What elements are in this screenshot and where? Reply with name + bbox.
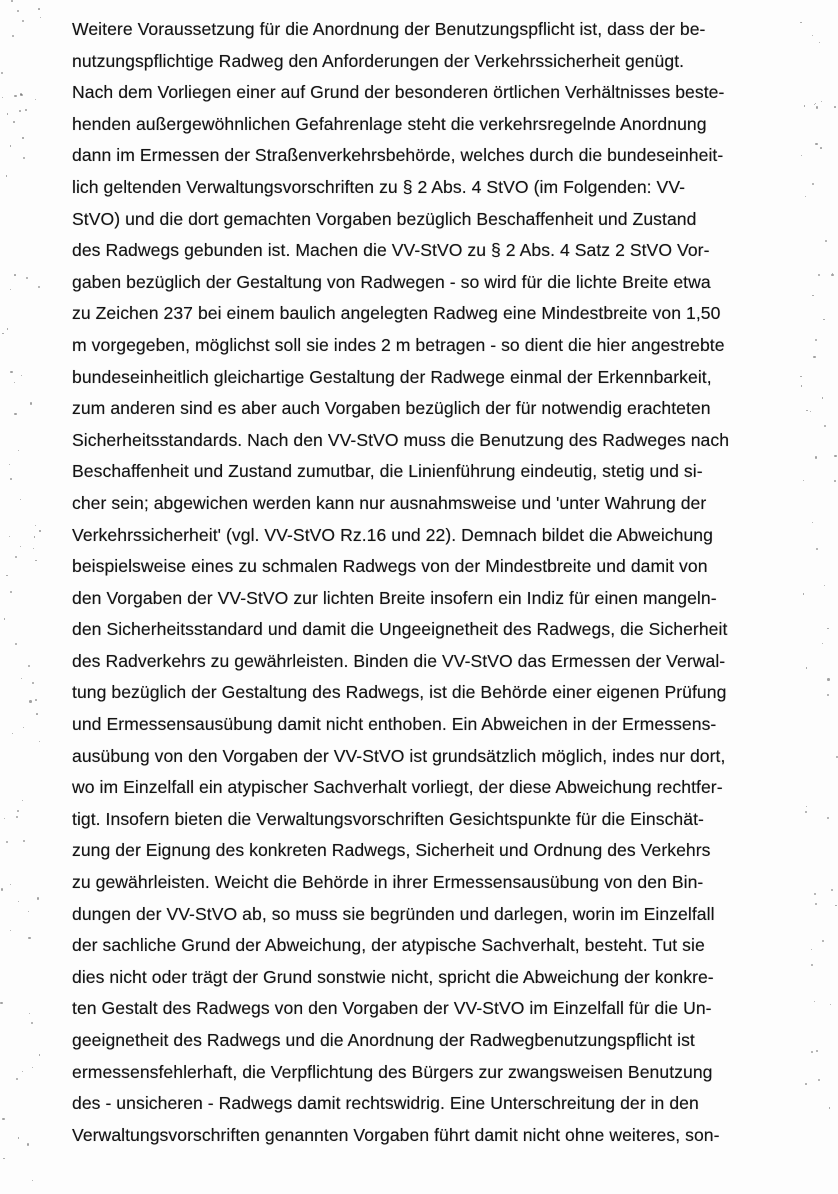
text-line: Sicherheitsstandards. Nach den VV-StVO muss die Benutzung des Radweges nach (72, 429, 730, 450)
text-line: Verkehrssicherheit' (vgl. VV-StVO Rz.16 und 22). Demnach bildet die Abweichung (72, 524, 713, 545)
scan-speck (1, 888, 3, 890)
text-line: dungen der VV-StVO ab, so muss sie begründen und darlegen, worin im Einzelfall (72, 903, 715, 924)
scan-speck (27, 1143, 29, 1145)
scan-speck (812, 183, 814, 185)
scan-speck (32, 682, 34, 684)
text-line: dann im Ermessen der Straßenverkehrsbehörde, welches durch die bundeseinheit- (72, 145, 724, 166)
text-line: den Sicherheitsstandard und damit die Ungeeignetheit des Radwegs, die Sicherheit (72, 619, 728, 640)
scan-speck (815, 456, 817, 458)
left-scan-noise (0, 0, 40, 1194)
text-line: zu gewährleisten. Weicht die Behörde in ihrer Ermessensausübung von den Bin- (72, 872, 704, 893)
text-line: henden außergewöhnlichen Gefahrenlage steht die verkehrsregelnde Anordnung (72, 113, 707, 134)
text-line: lich geltenden Verwaltungsvorschriften zu § 2 Abs. 4 StVO (im Folgenden: VV- (72, 176, 686, 197)
body-text (72, 14, 812, 1151)
scan-speck (803, 593, 804, 594)
scan-speck (818, 1079, 820, 1081)
scan-speck (38, 286, 40, 288)
scan-speck (824, 585, 825, 586)
scan-speck (14, 274, 16, 276)
scan-speck (35, 699, 37, 701)
scan-speck (815, 339, 817, 341)
scan-speck (805, 196, 806, 197)
scan-speck (10, 371, 13, 374)
scan-speck (30, 402, 33, 405)
text-line: cher sein; abgewichen werden kann nur ausnahmsweise und 'unter Wahrung der (72, 492, 707, 513)
scan-speck (825, 240, 827, 242)
text-line: bundeseinheitlich gleichartige Gestaltung der Radwege einmal der Erkennbarkeit, (72, 366, 712, 387)
text-line: des Radwegs gebunden ist. Machen die VV-StVO zu § 2 Abs. 4 Satz 2 StVO Vor- (72, 240, 710, 261)
text-line: Verwaltungsvorschriften genannten Vorgaben führt damit nicht ohne weiteres, son- (72, 1124, 720, 1145)
text-line: des - unsicheren - Radwegs damit rechtswidrig. Eine Unterschreitung der in den (72, 1093, 699, 1114)
scan-speck (815, 903, 817, 905)
text-line: tigt. Insofern bieten die Verwaltungsvorschriften Gesichtspunkte für die Einschät- (72, 808, 704, 829)
scan-speck (11, 0, 13, 2)
scan-speck (16, 1078, 18, 1080)
text-line: gaben bezüglich der Gestaltung von Radwegen - so wird für die lichte Breite etwa (72, 271, 711, 292)
scan-speck (32, 1067, 33, 1068)
text-line: m vorgegeben, möglichst soll sie indes 2 m betragen - so dient die hier angestrebte (72, 334, 725, 355)
scan-speck (827, 678, 830, 681)
scan-speck (21, 375, 22, 376)
scan-speck (806, 806, 807, 807)
scan-speck (20, 546, 21, 547)
text-line: ten Gestalt des Radwegs von den Vorgaben der VV-StVO im Einzelfall für die Un- (72, 998, 712, 1019)
scan-speck (835, 905, 836, 906)
text-line: ermessensfehlerhaft, die Verpflichtung des Bürgers zur zwangsweisen Benutzung (72, 1061, 713, 1082)
text-line: Weitere Voraussetzung für die Anordnung der Benutzungspflicht ist, dass der be- (72, 19, 706, 39)
text-line: zu Zeichen 237 bei einem baulich angelegten Radweg eine Mindestbreite von 1,50 (72, 303, 721, 324)
text-line: geeignetheit des Radwegs und die Anordnung der Radwegbenutzungspflicht ist (72, 1030, 695, 1050)
scan-speck (6, 575, 8, 577)
scan-speck (32, 1180, 33, 1181)
scan-speck (40, 17, 41, 18)
scan-speck (830, 1004, 831, 1005)
scan-speck (13, 121, 15, 123)
scan-speck (39, 530, 40, 531)
scan-speck (23, 840, 25, 842)
scan-speck (22, 137, 23, 138)
scan-speck (36, 713, 38, 715)
scan-speck (805, 1083, 807, 1085)
scan-speck (18, 1137, 19, 1138)
scan-speck (818, 274, 820, 276)
scan-speck (14, 95, 17, 98)
scan-speck (815, 103, 816, 104)
scan-speck (38, 8, 40, 10)
scan-speck (811, 1051, 813, 1053)
scan-speck (804, 105, 806, 107)
scan-speck (4, 618, 5, 619)
scan-speck (829, 1107, 830, 1108)
text-line: tung bezüglich der Gestaltung des Radwegs, ist die Behörde einer eigenen Prüfung (72, 682, 727, 703)
text-line: zum anderen sind es aber auch Vorgaben bezüglich der für notwendig erachteten (72, 398, 711, 419)
text-line: den Vorgaben der VV-StVO zur lichten Breite insofern ein Indiz für einen mangeln- (72, 587, 717, 608)
text-line: Beschaffenheit und Zustand zumutbar, die Linienführung eindeutig, stetig und si- (72, 461, 703, 482)
scan-speck (834, 106, 836, 108)
scan-speck (811, 964, 813, 966)
text-line: und Ermessensausübung damit nicht enthoben. Ein Abweichen in der Ermessens- (72, 714, 717, 735)
scan-speck (800, 22, 801, 23)
text-line: StVO) und die dort gemachten Vorgaben bezüglich Beschaffenheit und Zustand (72, 208, 697, 229)
scan-speck (0, 1002, 3, 1005)
scan-speck (2, 1118, 5, 1121)
text-line: wo im Einzelfall ein atypischer Sachverhalt vorliegt, der diese Abweichung rechtfer- (72, 777, 723, 798)
text-line: Nach dem Vorliegen einer auf Grund der besonderen örtlichen Verhältnisses beste- (72, 82, 725, 103)
scan-speck (814, 104, 815, 105)
text-line: dies nicht oder trägt der Grund sonstwie nicht, spricht die Abweichung der konkre- (72, 966, 714, 987)
scan-speck (831, 274, 833, 276)
scan-speck (820, 147, 822, 149)
scan-speck (17, 10, 19, 12)
text-line: der sachliche Grund der Abweichung, der atypische Sachverhalt, besteht. Tut sie (72, 935, 705, 956)
text-line: zung der Eignung des konkreten Radwegs, Sicherheit und Ordnung des Verkehrs (72, 840, 711, 861)
scan-speck (39, 1054, 41, 1056)
scan-speck (813, 356, 816, 359)
text-line: des Radverkehrs zu gewährleisten. Binden die VV-StVO das Ermessen der Verwal- (72, 650, 726, 671)
scan-speck (25, 109, 27, 111)
text-line: nutzungspflichtige Radweg den Anforderungen der Verkehrssicherheit genügt. (72, 50, 685, 71)
scan-speck (827, 817, 829, 819)
text-line: beispielsweise eines zu schmalen Radwegs von der Mindestbreite und damit von (72, 556, 708, 577)
text-line: ausübung von den Vorgaben der VV-StVO ist grundsätzlich möglich, indes nur dort, (72, 745, 726, 766)
scan-speck (29, 700, 32, 703)
scan-speck (19, 110, 21, 112)
scan-speck (29, 1013, 30, 1014)
